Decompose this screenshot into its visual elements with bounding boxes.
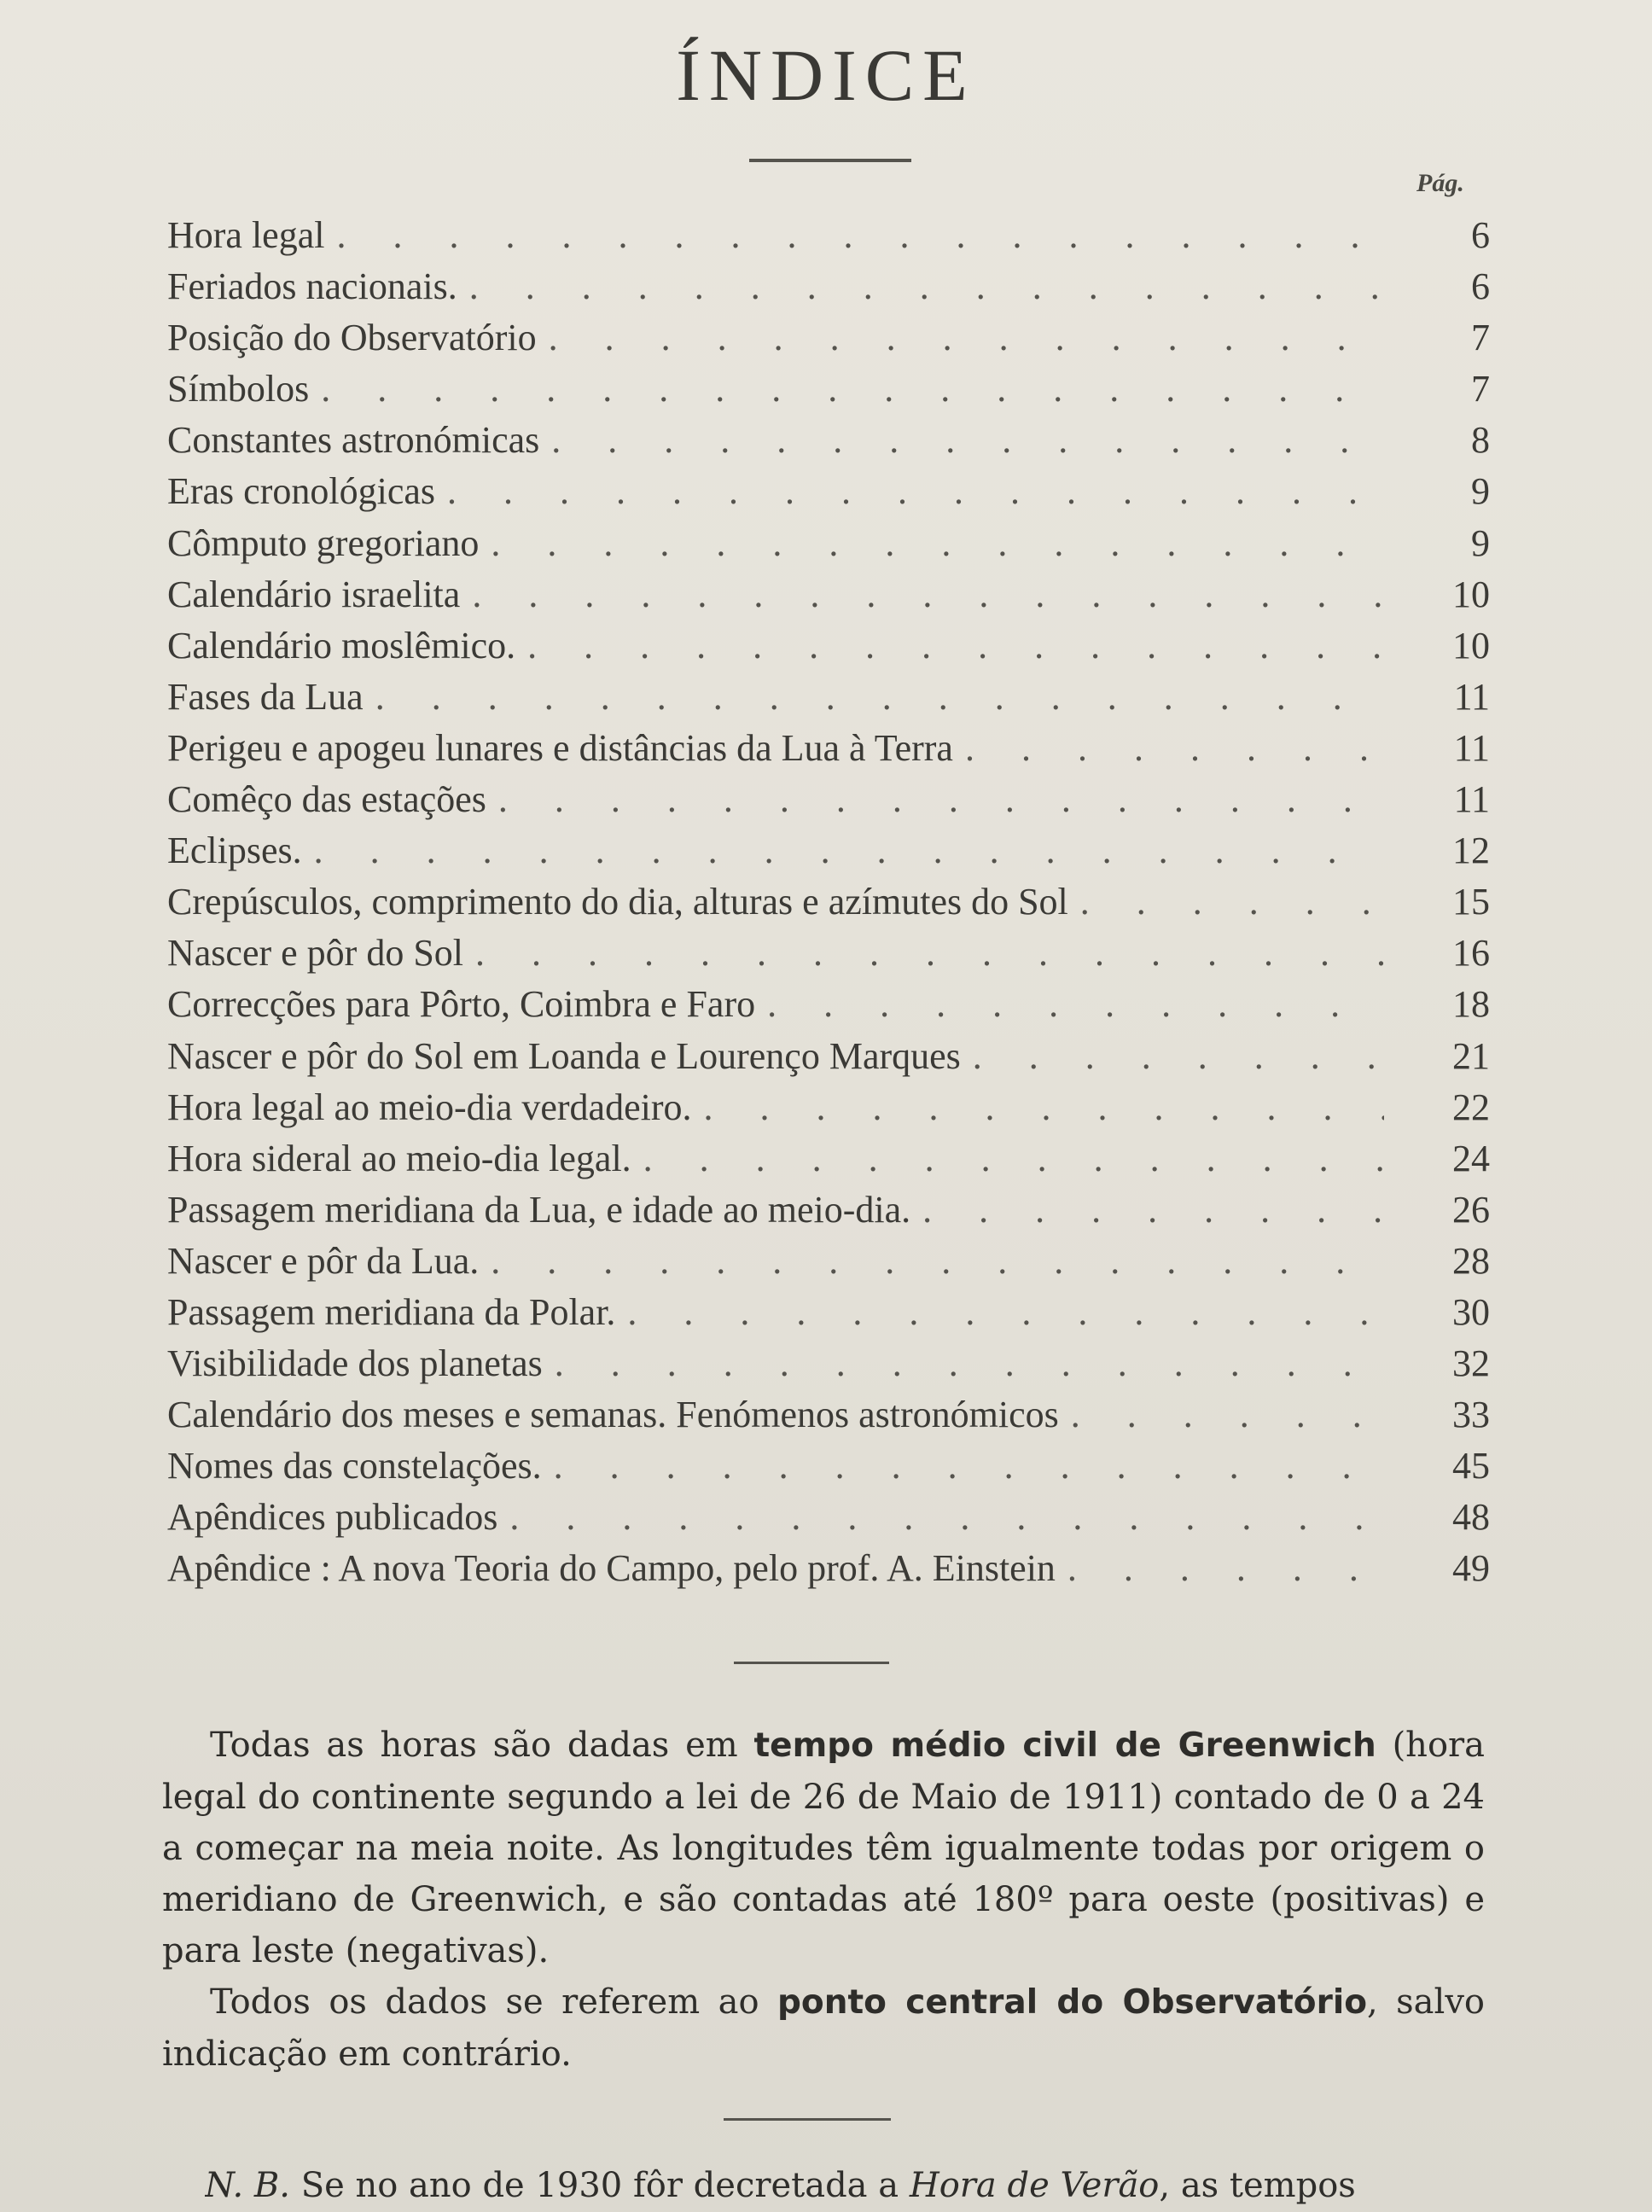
toc-entry-page: 45 <box>1452 1445 1490 1487</box>
toc-entry-page: 49 <box>1452 1547 1490 1590</box>
toc-entry-label: Calendário israelita <box>167 573 461 615</box>
toc-entry <box>167 418 1490 469</box>
dot-leader <box>643 1137 1384 1180</box>
toc-entry-page: 48 <box>1452 1496 1490 1539</box>
toc-entry-label: Eras cronológicas <box>167 470 435 513</box>
dot-leader <box>767 982 1384 1026</box>
toc-entry <box>167 1188 1490 1239</box>
toc-entry-label: Calendário dos meses e semanas. Fenómenos astronómicos <box>167 1394 1059 1436</box>
toc-entry <box>167 726 1490 777</box>
toc-entry <box>167 982 1490 1033</box>
table-of-contents <box>167 213 1490 1598</box>
toc-entry <box>167 573 1490 624</box>
toc-entry-page: 10 <box>1452 573 1490 615</box>
explanatory-note <box>162 1720 1485 2080</box>
toc-entry <box>167 469 1490 521</box>
nota-bene: N. B. Se no ano de 1930 fôr decretada a Hora de Verão, as tempos <box>205 2166 1356 2205</box>
toc-entry <box>167 675 1490 726</box>
toc-entry <box>167 1342 1490 1393</box>
toc-entry-label: Fases da Lua <box>167 675 364 718</box>
toc-entry-label: Apêndices publicados <box>167 1496 498 1539</box>
note-paragraph-1: Todas as horas são dadas em tempo médio civil de Greenwich (hora legal do continente segundo a lei de 26 de Maio de 1911) contado de 0 a 24 a começar na meia noite. As longitudes têm igualmente todas por origem o meridiano de Greenwich, e são contadas até 180º para oeste (positivas) e para leste (negativas). <box>162 1726 1485 1970</box>
dot-leader <box>475 931 1384 975</box>
toc-entry-page: 15 <box>1452 881 1490 923</box>
toc-entry-page: 7 <box>1471 368 1490 410</box>
toc-entry-page: 28 <box>1452 1239 1490 1282</box>
page-title: ÍNDICE <box>676 34 976 116</box>
toc-entry <box>167 1290 1490 1342</box>
toc-entry-label: Hora sideral ao meio-dia legal. <box>167 1137 631 1179</box>
toc-entry-label: Passagem meridiana da Lua, e idade ao meio-dia. <box>167 1188 911 1231</box>
toc-entry <box>167 521 1490 573</box>
toc-entry <box>167 1034 1490 1086</box>
toc-entry-page: 6 <box>1471 265 1490 308</box>
toc-entry-label: Correcções para Pôrto, Coimbra e Faro <box>167 983 756 1026</box>
dot-leader <box>554 1444 1384 1487</box>
dot-leader <box>527 624 1384 667</box>
toc-entry-page: 18 <box>1452 983 1490 1026</box>
dot-leader <box>321 367 1384 410</box>
dot-leader <box>472 573 1384 616</box>
toc-entry <box>167 1393 1490 1444</box>
dot-leader <box>469 265 1384 308</box>
title-divider <box>749 159 911 162</box>
toc-entry <box>167 1137 1490 1188</box>
dot-leader <box>336 213 1384 257</box>
toc-entry-label: Posição do Observatório <box>167 317 537 359</box>
toc-entry <box>167 1495 1490 1546</box>
dot-leader <box>1071 1393 1384 1436</box>
toc-entry-label: Hora legal ao meio-dia verdadeiro. <box>167 1086 692 1128</box>
section-divider <box>734 1662 889 1664</box>
dot-leader <box>973 1034 1384 1078</box>
toc-entry <box>167 367 1490 418</box>
toc-entry-page: 8 <box>1471 419 1490 462</box>
footer-divider <box>724 2118 891 2121</box>
toc-entry-page: 11 <box>1453 675 1490 718</box>
toc-entry-label: Nascer e pôr da Lua. <box>167 1239 480 1282</box>
toc-entry <box>167 777 1490 829</box>
toc-entry-label: Apêndice : A nova Teoria do Campo, pelo prof. A. Einstein <box>167 1547 1056 1590</box>
dot-leader <box>491 1239 1384 1283</box>
toc-entry-page: 24 <box>1452 1137 1490 1179</box>
toc-entry-page: 10 <box>1452 624 1490 667</box>
dot-leader <box>922 1188 1384 1231</box>
toc-entry-page: 7 <box>1471 317 1490 359</box>
dot-leader <box>549 316 1384 359</box>
dot-leader <box>551 418 1384 462</box>
toc-entry-page: 16 <box>1452 932 1490 975</box>
toc-entry <box>167 213 1490 265</box>
toc-entry-page: 6 <box>1471 214 1490 256</box>
dot-leader <box>375 675 1384 719</box>
toc-entry-label: Constantes astronómicas <box>167 419 540 462</box>
toc-entry-label: Símbolos <box>167 368 310 410</box>
note-paragraph-2: Todos os dados se referem ao ponto central do Observatório, salvo indicação em contrário. <box>162 1982 1485 2074</box>
toc-entry-label: Passagem meridiana da Polar. <box>167 1290 616 1333</box>
toc-entry-label: Eclipses. <box>167 830 302 872</box>
toc-entry-page: 11 <box>1453 778 1490 821</box>
toc-entry-label: Calendário moslêmico. <box>167 624 516 667</box>
toc-entry <box>167 829 1490 880</box>
toc-entry-label: Cômputo gregoriano <box>167 521 480 564</box>
toc-entry-page: 12 <box>1452 830 1490 872</box>
toc-entry-page: 33 <box>1452 1394 1490 1436</box>
dot-leader <box>627 1290 1384 1334</box>
dot-leader <box>1067 1546 1384 1590</box>
toc-entry-page: 11 <box>1453 726 1490 769</box>
dot-leader <box>314 829 1384 872</box>
toc-entry-page: 22 <box>1452 1086 1490 1128</box>
toc-entry <box>167 624 1490 675</box>
toc-entry-page: 32 <box>1452 1342 1490 1385</box>
toc-entry-label: Crepúsculos, comprimento do dia, alturas e azímutes do Sol <box>167 881 1068 923</box>
toc-entry-page: 21 <box>1452 1034 1490 1077</box>
toc-entry <box>167 265 1490 316</box>
toc-entry-page: 26 <box>1452 1188 1490 1231</box>
dot-leader <box>555 1342 1384 1385</box>
toc-entry <box>167 880 1490 931</box>
toc-entry <box>167 1444 1490 1495</box>
toc-entry-label: Comêço das estações <box>167 778 486 821</box>
toc-entry <box>167 931 1490 982</box>
toc-entry <box>167 316 1490 367</box>
dot-leader <box>509 1495 1384 1539</box>
toc-entry <box>167 1086 1490 1137</box>
toc-entry-label: Visibilidade dos planetas <box>167 1342 543 1385</box>
toc-entry-label: Nomes das constelações. <box>167 1445 542 1487</box>
dot-leader <box>447 469 1384 513</box>
dot-leader <box>704 1086 1385 1129</box>
dot-leader <box>498 777 1384 821</box>
toc-entry <box>167 1546 1490 1598</box>
toc-entry-label: Perigeu e apogeu lunares e distâncias da Lua à Terra <box>167 726 953 769</box>
page-column-header: Pág. <box>1416 169 1464 197</box>
dot-leader <box>491 521 1384 565</box>
toc-entry <box>167 1239 1490 1290</box>
toc-entry-label: Feriados nacionais. <box>167 265 457 308</box>
dot-leader <box>965 726 1384 770</box>
toc-entry-label: Hora legal <box>167 214 325 256</box>
toc-entry-label: Nascer e pôr do Sol <box>167 932 464 975</box>
toc-entry-page: 9 <box>1471 521 1490 564</box>
toc-entry-page: 9 <box>1471 470 1490 513</box>
dot-leader <box>1080 880 1384 923</box>
toc-entry-label: Nascer e pôr do Sol em Loanda e Lourenço Marques <box>167 1034 961 1077</box>
toc-entry-page: 30 <box>1452 1290 1490 1333</box>
